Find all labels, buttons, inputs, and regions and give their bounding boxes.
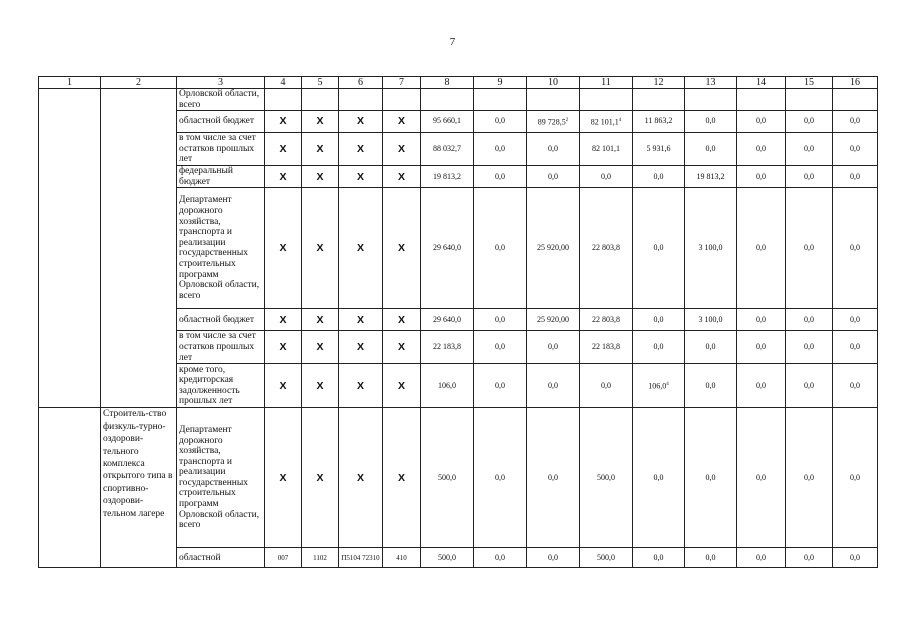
amount-cell: [580, 133, 633, 166]
funding-source: кроме того, кредиторская задолженность прошлых лет: [177, 364, 265, 408]
column-number: 12: [633, 77, 685, 89]
amount-value: 3 100,0: [698, 243, 723, 253]
amount-cell: [737, 309, 786, 331]
amount-value: 0,0: [850, 314, 860, 324]
budget-code: [302, 89, 339, 111]
amount-value: 0,0: [850, 472, 860, 482]
amount-value: 0,0: [495, 116, 505, 126]
x-mark: X: [302, 331, 339, 364]
amount-cell: [527, 89, 580, 111]
amount-cell: [633, 364, 685, 408]
amount-value: 0,0: [495, 171, 505, 181]
amount-cell: [421, 331, 474, 364]
x-mark: X: [302, 364, 339, 408]
amount-value: 29 640,0: [433, 314, 461, 324]
amount-value: 0,0: [850, 342, 860, 352]
page-number: 7: [449, 36, 456, 48]
x-mark: X: [339, 408, 383, 548]
object-name: Строитель-ство физкуль-турно-оздорови-тельного комплекса открытого типа в спортивно-оздорови-тельном лагере: [101, 408, 177, 568]
column-number: 13: [685, 77, 737, 89]
column-number: 14: [737, 77, 786, 89]
amount-cell: [685, 166, 737, 188]
x-mark: X: [265, 111, 302, 133]
amount-cell: [685, 408, 737, 548]
amount-cell: [737, 364, 786, 408]
amount-value: 0,0: [804, 342, 814, 352]
amount-value: 0,0: [705, 342, 716, 352]
amount-cell: [685, 89, 737, 111]
amount-value: 0,0: [804, 552, 814, 562]
amount-cell: [633, 111, 685, 133]
column-number: 9: [474, 77, 527, 89]
amount-value: 25 920,00: [537, 314, 569, 324]
amount-cell: [685, 133, 737, 166]
x-mark: X: [302, 166, 339, 188]
column-number: 10: [527, 77, 580, 89]
amount-value: 0,0: [495, 472, 505, 482]
amount-cell: [527, 548, 580, 568]
x-mark: X: [383, 364, 421, 408]
amount-cell: [527, 408, 580, 548]
amount-cell: [786, 188, 833, 309]
column-number: 15: [786, 77, 833, 89]
amount-value: 106,0: [438, 380, 456, 390]
amount-cell: [685, 331, 737, 364]
amount-cell: [633, 331, 685, 364]
amount-value: 0,0: [756, 472, 766, 482]
amount-cell: [685, 111, 737, 133]
x-mark: X: [383, 309, 421, 331]
amount-value: 19 813,2: [696, 171, 725, 181]
amount-cell: [833, 188, 878, 309]
amount-value: 0,0: [756, 143, 766, 153]
x-mark: X: [302, 188, 339, 309]
amount-cell: [527, 331, 580, 364]
amount-cell: [737, 111, 786, 133]
amount-cell: [737, 133, 786, 166]
amount-cell: [786, 89, 833, 111]
amount-value: 0,0: [850, 143, 860, 153]
x-mark: X: [339, 364, 383, 408]
amount-cell: [685, 548, 737, 568]
amount-cell: [474, 548, 527, 568]
amount-value: 0,0: [850, 380, 860, 390]
amount-cell: [474, 408, 527, 548]
budget-code: П5104 72310: [339, 548, 383, 568]
amount-value: 0,0: [548, 472, 558, 482]
amount-value: 0,0: [548, 552, 558, 562]
x-mark: X: [265, 364, 302, 408]
number-cell: [39, 408, 101, 568]
amount-cell: [833, 309, 878, 331]
amount-value: 19 813,2: [433, 171, 461, 181]
funding-source: Орловской области, всего: [177, 89, 265, 111]
amount-cell: [633, 309, 685, 331]
amount-value: 500,0: [597, 472, 615, 482]
amount-value: 0,0: [850, 116, 860, 126]
amount-cell: [527, 111, 580, 133]
amount-cell: [633, 408, 685, 548]
amount-cell: [580, 188, 633, 309]
amount-cell: [421, 548, 474, 568]
amount-cell: [833, 408, 878, 548]
header-row: [39, 77, 878, 89]
funding-source: федеральный бюджет: [177, 166, 265, 188]
amount-cell: [580, 111, 633, 133]
amount-value: 22 183,8: [592, 342, 620, 352]
x-mark: X: [339, 331, 383, 364]
amount-cell: [421, 166, 474, 188]
amount-cell: [421, 111, 474, 133]
amount-cell: [580, 364, 633, 408]
amount-cell: [737, 331, 786, 364]
amount-cell: [633, 166, 685, 188]
amount-cell: [833, 166, 878, 188]
amount-value: 22 803,8: [592, 243, 620, 253]
amount-cell: [786, 548, 833, 568]
budget-code: 410: [383, 548, 421, 568]
amount-cell: [737, 188, 786, 309]
amount-value: 0,0: [653, 342, 664, 352]
amount-cell: [633, 89, 685, 111]
amount-cell: [527, 309, 580, 331]
amount-value: 0,0: [601, 380, 611, 390]
amount-value: 0,0: [756, 342, 766, 352]
amount-value: 0,0: [705, 116, 716, 126]
amount-value: 0,0: [756, 171, 766, 181]
amount-cell: [474, 309, 527, 331]
amount-value: 0,0: [804, 116, 814, 126]
funding-source: Департамент дорожного хозяйства, транспорта и реализации государственных строительных программ Орловской области, всего: [177, 188, 265, 309]
amount-cell: [833, 331, 878, 364]
amount-value: 0,0: [756, 116, 766, 126]
amount-cell: [527, 166, 580, 188]
column-number: 4: [265, 77, 302, 89]
x-mark: X: [265, 133, 302, 166]
amount-value: 500,0: [597, 552, 615, 562]
x-mark: X: [302, 111, 339, 133]
amount-value: 0,0: [804, 171, 814, 181]
column-number: 1: [39, 77, 101, 89]
x-mark: X: [339, 309, 383, 331]
amount-cell: [833, 548, 878, 568]
column-number: 8: [421, 77, 474, 89]
amount-value: 0,0: [548, 143, 558, 153]
amount-value: 5 931,6: [646, 143, 671, 153]
amount-cell: [786, 331, 833, 364]
amount-cell: [633, 548, 685, 568]
amount-value: 0,0: [495, 243, 505, 253]
amount-value: 0,0: [756, 552, 766, 562]
amount-cell: [833, 111, 878, 133]
amount-cell: [527, 364, 580, 408]
amount-cell: [786, 408, 833, 548]
x-mark: X: [339, 111, 383, 133]
x-mark: X: [339, 166, 383, 188]
amount-cell: [737, 166, 786, 188]
table-row: [39, 408, 878, 548]
amount-cell: [474, 89, 527, 111]
amount-cell: [580, 166, 633, 188]
amount-cell: [421, 133, 474, 166]
amount-cell: [527, 133, 580, 166]
amount-value: 11 863,2: [644, 116, 673, 126]
budget-code: 007: [265, 548, 302, 568]
amount-value: 500,0: [438, 472, 456, 482]
footnote-mark: 4: [618, 117, 622, 123]
footnote-mark: 2: [565, 117, 569, 123]
amount-cell: [421, 364, 474, 408]
amount-value: 0,0: [495, 380, 505, 390]
amount-cell: [737, 408, 786, 548]
amount-value: 29 640,0: [433, 243, 461, 253]
amount-value: 0,0: [804, 243, 814, 253]
amount-value: 3 100,0: [698, 314, 723, 324]
funding-source: областной: [177, 548, 265, 568]
x-mark: X: [339, 188, 383, 309]
amount-value: 0,0: [601, 171, 611, 181]
amount-value: 0,0: [756, 243, 766, 253]
amount-value: 0,0: [653, 171, 664, 181]
amount-cell: [685, 188, 737, 309]
number-cell: [39, 89, 101, 408]
x-mark: X: [302, 408, 339, 548]
amount-value: 82 101,1: [590, 117, 619, 127]
amount-value: 0,0: [495, 314, 505, 324]
amount-value: 0,0: [653, 243, 664, 253]
amount-value: 22 183,8: [433, 342, 461, 352]
x-mark: X: [383, 331, 421, 364]
amount-cell: [786, 111, 833, 133]
amount-cell: [786, 166, 833, 188]
amount-cell: [580, 89, 633, 111]
x-mark: X: [383, 133, 421, 166]
amount-value: 0,0: [850, 243, 860, 253]
column-number: 3: [177, 77, 265, 89]
funding-source: Департамент дорожного хозяйства, транспорта и реализации государственных строительных программ Орловской области, всего: [177, 408, 265, 548]
amount-cell: [685, 309, 737, 331]
amount-cell: [421, 408, 474, 548]
amount-value: 0,0: [756, 314, 766, 324]
amount-cell: [474, 331, 527, 364]
amount-value: 0,0: [804, 472, 814, 482]
x-mark: X: [302, 309, 339, 331]
amount-cell: [474, 166, 527, 188]
x-mark: X: [302, 133, 339, 166]
amount-cell: [474, 188, 527, 309]
amount-value: 0,0: [705, 380, 716, 390]
amount-value: 0,0: [653, 314, 664, 324]
amount-cell: [421, 188, 474, 309]
column-number: 5: [302, 77, 339, 89]
funding-source: областной бюджет: [177, 111, 265, 133]
budget-code: 1102: [302, 548, 339, 568]
amount-cell: [633, 188, 685, 309]
amount-cell: [685, 364, 737, 408]
amount-value: 0,0: [850, 552, 860, 562]
budget-code: [339, 89, 383, 111]
x-mark: X: [265, 166, 302, 188]
amount-cell: [474, 364, 527, 408]
amount-value: 0,0: [756, 380, 766, 390]
x-mark: X: [265, 309, 302, 331]
amount-cell: [786, 309, 833, 331]
funding-source: областной бюджет: [177, 309, 265, 331]
x-mark: X: [383, 408, 421, 548]
amount-value: 0,0: [705, 552, 716, 562]
object-cell: [101, 89, 177, 408]
amount-value: 0,0: [804, 143, 814, 153]
amount-value: 0,0: [548, 342, 558, 352]
amount-value: 0,0: [548, 171, 558, 181]
amount-value: 500,0: [438, 552, 456, 562]
x-mark: X: [383, 188, 421, 309]
x-mark: X: [265, 408, 302, 548]
amount-value: 0,0: [495, 342, 505, 352]
column-number: 2: [101, 77, 177, 89]
funding-source: в том числе за счет остатков прошлых лет: [177, 331, 265, 364]
funding-source: в том числе за счет остатков прошлых лет: [177, 133, 265, 166]
amount-cell: [737, 89, 786, 111]
amount-cell: [527, 188, 580, 309]
footnote-mark: 4: [666, 381, 669, 387]
column-number: 7: [383, 77, 421, 89]
amount-cell: [580, 309, 633, 331]
amount-value: 95 660,1: [433, 116, 461, 126]
x-mark: X: [265, 188, 302, 309]
x-mark: X: [383, 111, 421, 133]
amount-cell: [833, 364, 878, 408]
amount-cell: [580, 548, 633, 568]
amount-value: 0,0: [850, 171, 860, 181]
amount-value: 25 920,00: [537, 243, 569, 253]
amount-cell: [737, 548, 786, 568]
x-mark: X: [265, 331, 302, 364]
amount-cell: [833, 89, 878, 111]
budget-table: [38, 76, 878, 568]
amount-cell: [474, 111, 527, 133]
amount-value: 0,0: [804, 314, 814, 324]
amount-value: 106,0: [648, 381, 667, 391]
amount-cell: [421, 309, 474, 331]
amount-value: 88 032,7: [433, 143, 461, 153]
amount-cell: [580, 331, 633, 364]
amount-value: 0,0: [495, 552, 505, 562]
amount-value: 89 728,5: [537, 117, 566, 127]
amount-cell: [421, 89, 474, 111]
amount-cell: [474, 133, 527, 166]
amount-cell: [833, 133, 878, 166]
table-row: [39, 89, 878, 111]
column-number: 16: [833, 77, 878, 89]
column-number: 6: [339, 77, 383, 89]
amount-value: 0,0: [653, 552, 664, 562]
amount-value: 0,0: [653, 472, 664, 482]
amount-cell: [786, 133, 833, 166]
amount-value: 0,0: [548, 380, 558, 390]
column-number: 11: [580, 77, 633, 89]
amount-value: 0,0: [495, 143, 505, 153]
amount-value: 0,0: [705, 472, 716, 482]
x-mark: X: [383, 166, 421, 188]
budget-code: [383, 89, 421, 111]
amount-value: 22 803,8: [592, 314, 620, 324]
x-mark: X: [339, 133, 383, 166]
amount-value: 0,0: [804, 380, 814, 390]
amount-cell: [786, 364, 833, 408]
amount-value: 82 101,1: [592, 143, 620, 153]
amount-cell: [633, 133, 685, 166]
amount-value: 0,0: [705, 143, 716, 153]
budget-code: [265, 89, 302, 111]
amount-cell: [580, 408, 633, 548]
